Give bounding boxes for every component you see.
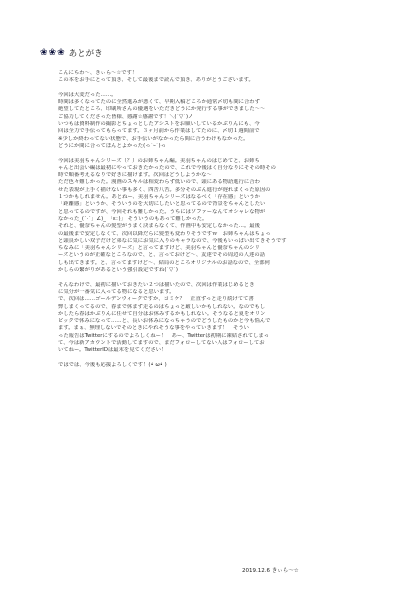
paragraph-gap bbox=[58, 355, 358, 362]
body-line: 今回は大変だった……。 bbox=[58, 91, 117, 98]
body-line: ではでは、今後も応援よろしくです！(•̀ ω•́ ) bbox=[58, 361, 167, 368]
body-line: ます。まぁ、無理しないでそのときにやれそうな事をやっていきます！ そうい bbox=[58, 325, 249, 332]
body-line: １つかもしれません。あとねー、美羽ちゃんシリーズはなるべく「存在感」というか bbox=[58, 194, 260, 201]
body-line: 絶望してたところ、印刷所さんの優遇をいただきどうにか発行する事ができました〜〜 bbox=[58, 106, 266, 113]
body-line: ゃんと出会い編は最初にやっておきたかったので、これで今後はく自分なりにそその時その bbox=[58, 164, 276, 171]
paw-icon: ❀ bbox=[57, 47, 65, 58]
afterword-header bbox=[40, 47, 103, 59]
afterword-body bbox=[58, 70, 358, 369]
paragraph-gap bbox=[58, 274, 358, 281]
body-line: と思ってるのですが、今回それも難しかった。うちにはソファーなんてオシャレな物が bbox=[58, 208, 266, 215]
body-line: で、次回は……ゴールデンウィークですか、コミケ？ 正直ずっと走り続けてて書 bbox=[58, 296, 254, 303]
body-line: どうにか間に合ってほんとよかった(っ´ｰ`)っ bbox=[58, 142, 166, 149]
body-line: 時間は多くなってたのに全然進みが悪くて、早期入稿どころか通常〆切も間に合わず bbox=[58, 99, 260, 106]
body-line: 今回は美羽ちゃんシリーズ（？）のお姉ちゃん編。美羽ちゃんのはじめてと、お姉ち bbox=[58, 157, 260, 164]
body-line: かしたら春はかぶりんに任せて自分はお休みするかもしれない。そうなると夏をオリン bbox=[58, 310, 266, 317]
body-line: て、今は新アカウントで活動してますので、まだフォローしてない人はフォローしてお bbox=[58, 339, 265, 346]
paw-icon: ❀ bbox=[48, 47, 57, 58]
body-line: いてねー。TwitterIDは最末を見てください！ bbox=[58, 347, 167, 354]
body-line: 弊しまくってるので、春まで休まず走るのはちょっと厳しいかもしれない。なのでもし bbox=[58, 303, 266, 310]
body-line: しも出てきます。と、言ってますけど〜、結局のところオリジナルのお話なので、全部何 bbox=[58, 259, 270, 266]
body-line: いつもは資料制作の撮影とちょっとしたアシストをお願いしているかぶりんにも、今 bbox=[58, 121, 260, 128]
body-line: に気分が一番気に入ってる物になると思います。 bbox=[58, 288, 175, 295]
body-line: ちなみに「美羽ちゃんシリーズ」と言ってますけど、美羽ちゃんと優奈ちゃんのシリ bbox=[58, 245, 260, 252]
body-line: 時で順番考えるなりで好きに描けます。次回はどうしようかな〜 bbox=[58, 172, 212, 179]
body-line: それと、優奈ちゃんの髪型がうまく決まらなくて、作画中も安定しなかった…。最後 bbox=[58, 223, 260, 230]
body-line: ただ色々難しかった。漫画のスキルは相変わらず低いので、頭にある物語進行に合わ bbox=[58, 179, 260, 186]
body-line: ーズというのが正確なところなので、と、言っておけど〜、友達でその周辺の人達の話 bbox=[58, 252, 265, 259]
body-line: そんなわけで、最初に描いておきたい２つは描いたので、次回は作業はじめるとき bbox=[58, 281, 255, 288]
afterword-title: あとがき bbox=[68, 49, 103, 59]
body-line: ※少しか終わってない状態で、お手伝いがなかったら間に合うわけもなかった。 bbox=[58, 135, 249, 142]
body-line: った報告はTwitterにするのでよろしくねー！ あー、Twitterは初期に凍結されてしまっ bbox=[58, 332, 270, 339]
body-line: せた表現が上手く描けない事も多く、四苦八苦。多分そのぶん進行が遅れまくった原因の bbox=[58, 186, 271, 193]
body-line: ご協力してくださった皆様、感謝☆感謝です！＼(´▽`)ノ bbox=[58, 113, 194, 120]
body-line: こんにちわ〜、きぃら〜☆です！ bbox=[58, 70, 138, 76]
body-line: この本をお手にとって頂き、そして最後まで読んで頂き、ありがとうございます。 bbox=[58, 77, 254, 84]
body-line: の最後まで安定しなくて、次回以降だらに髪型も変わりそうですｗ お姉ちゃんはちょっ bbox=[58, 230, 271, 237]
paw-icon: ❀ bbox=[40, 47, 48, 58]
paragraph-gap bbox=[58, 150, 358, 157]
body-line: と頭良かしい双子だけど弟なに気にお気に入りのキャラなので、今後もいっぱい出てきそうです bbox=[58, 237, 287, 244]
body-line: 「距離感」というか、そういうのを大切にしたいと思ってるので背景をちゃんとしたい bbox=[58, 201, 266, 208]
body-line: なかった_(ˇ·ˇ」∠)_ 「ε：)」 そういうのもあって難しかった。 bbox=[58, 215, 208, 222]
paw-print-icon bbox=[40, 49, 65, 58]
body-line: 回は全力で手伝ってもらってます。３ヶ月前から作業はしてたのに、〆切１週間前で bbox=[58, 128, 260, 135]
body-line: ピックで休みになって……と、長いお休みになっちゃうのでどうしたものかと今も悩んで bbox=[58, 318, 271, 325]
paragraph-gap bbox=[58, 85, 358, 92]
body-line: かしらの繋がりがあるという強引設定ですね(´▽`) bbox=[58, 267, 178, 274]
signature: 2019.12.6 きぃら〜☆ bbox=[242, 568, 299, 574]
